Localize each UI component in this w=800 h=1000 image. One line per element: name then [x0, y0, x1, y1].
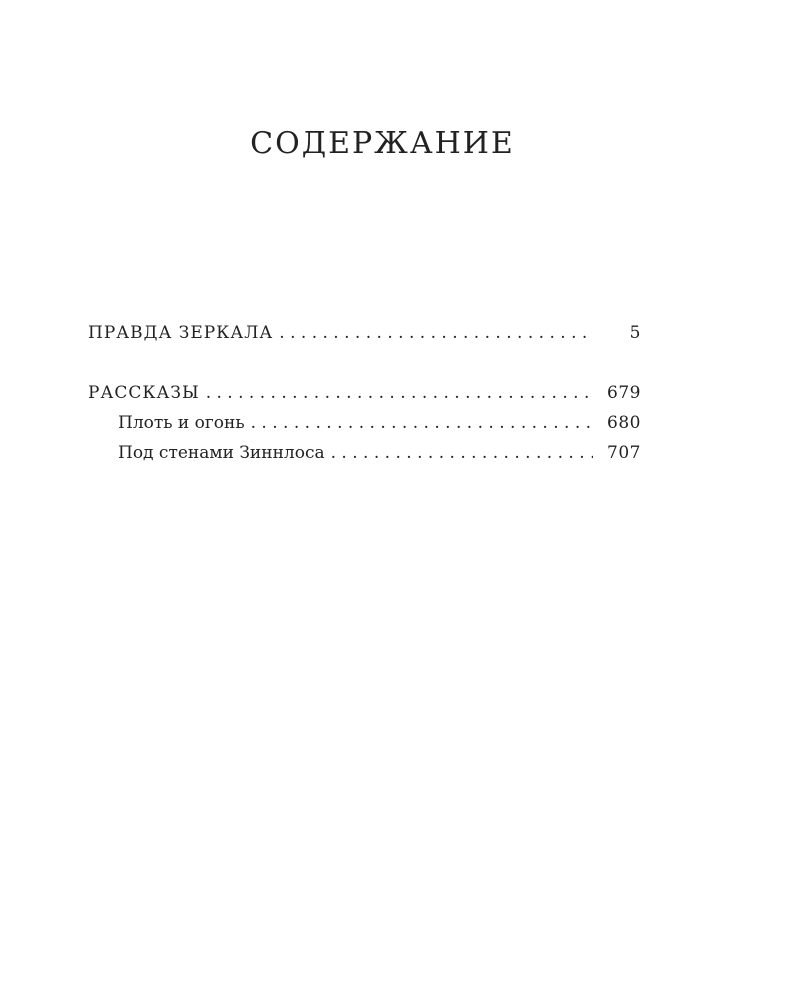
toc-entry-page-number: 707	[607, 443, 641, 463]
page-title: СОДЕРЖАНИЕ	[250, 126, 515, 161]
toc-entry-label: Плоть и огонь	[118, 413, 245, 433]
dot-leader	[251, 408, 593, 438]
toc-entry-story	[88, 438, 641, 468]
toc-entry-label: ПРАВДА ЗЕРКАЛА	[88, 323, 274, 343]
dot-leader	[279, 318, 593, 348]
toc-entry-label: Под стенами Зиннлоса	[118, 443, 325, 463]
toc-entry-part	[88, 378, 641, 408]
dot-leader	[331, 438, 593, 468]
toc-entry-part	[88, 318, 641, 348]
toc-entry-label: РАССКАЗЫ	[88, 383, 200, 403]
dot-leader	[206, 378, 593, 408]
toc-entry-story	[88, 408, 641, 438]
table-of-contents	[88, 318, 641, 468]
toc-entry-page-number: 679	[607, 383, 641, 403]
toc-entry-page-number: 5	[629, 323, 641, 343]
toc-entry-page-number: 680	[607, 413, 641, 433]
